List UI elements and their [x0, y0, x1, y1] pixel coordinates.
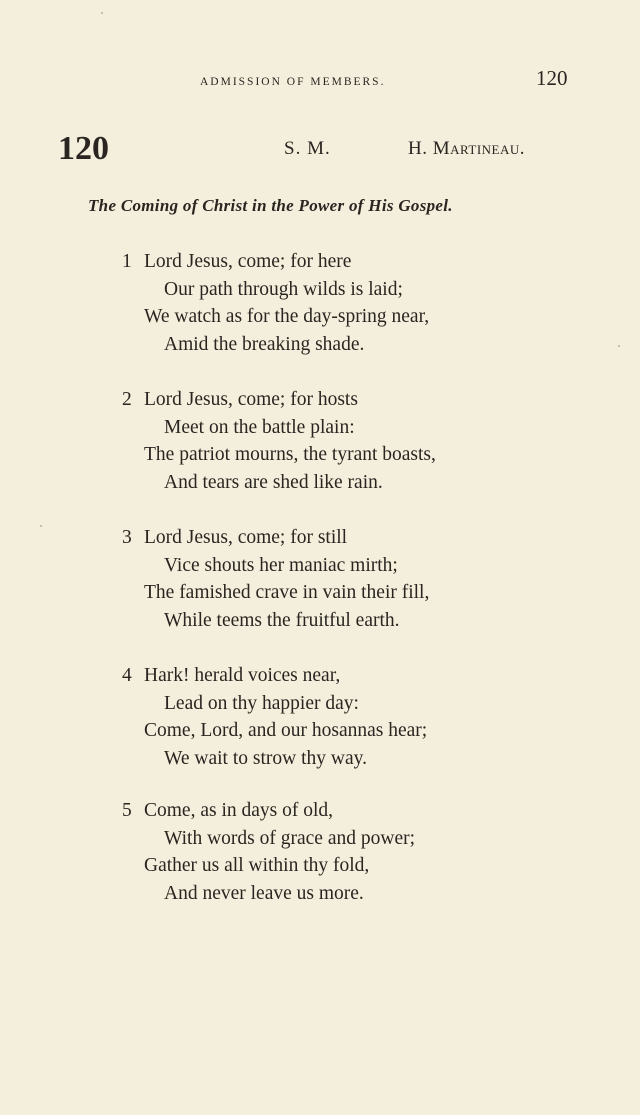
verse-line: And tears are shed like rain.	[164, 471, 383, 493]
hymn-author: H. Martineau.	[408, 138, 526, 159]
verse-5	[122, 797, 542, 907]
line-text: Lord Jesus, come; for hosts	[144, 389, 358, 410]
verse-line: Vice shouts her maniac mirth;	[164, 554, 398, 576]
verse-line	[122, 524, 542, 552]
verse-line: Come, Lord, and our hosannas hear;	[144, 720, 428, 741]
verse-line: The famished crave in vain their fill,	[144, 582, 430, 603]
verse-2	[122, 386, 542, 496]
running-head: ADMISSION OF MEMBERS.	[200, 76, 386, 88]
verse-4	[122, 662, 542, 772]
line-text: Come, as in days of old,	[144, 800, 334, 821]
hymn-title: The Coming of Christ in the Power of His Gospel.	[88, 196, 453, 215]
hymn-meter: S. M.	[284, 138, 331, 159]
verse-line: We wait to strow thy way.	[164, 747, 367, 769]
verse-number: 4	[122, 665, 132, 686]
paper-speck	[101, 12, 103, 14]
verse-line: Gather us all within thy fold,	[144, 855, 370, 876]
verse-number: 5	[122, 800, 132, 821]
verse-line: The patriot mourns, the tyrant boasts,	[144, 444, 436, 465]
verse-line: With words of grace and power;	[164, 827, 416, 849]
page-number: 120	[536, 66, 568, 90]
paper-speck	[40, 525, 42, 527]
verse-line: Amid the breaking shade.	[164, 333, 365, 355]
verse-line	[122, 797, 542, 825]
verse-line: We watch as for the day-spring near,	[144, 306, 430, 327]
verse-line: Lead on thy happier day:	[164, 692, 359, 714]
line-text: Hark! herald voices near,	[144, 665, 341, 686]
verse-3	[122, 524, 542, 634]
verse-number: 1	[122, 251, 132, 272]
verse-line	[122, 662, 542, 690]
line-text: Lord Jesus, come; for still	[144, 527, 348, 548]
verse-line: Meet on the battle plain:	[164, 416, 355, 438]
paper-speck	[618, 345, 620, 347]
verse-line: Our path through wilds is laid;	[164, 278, 403, 300]
verse-line: While teems the fruitful earth.	[164, 609, 400, 631]
verse-line	[122, 386, 542, 414]
verse-number: 2	[122, 389, 132, 410]
line-text: Lord Jesus, come; for here	[144, 251, 352, 272]
hymn-number: 120	[58, 130, 109, 167]
verse-number: 3	[122, 527, 132, 548]
verse-1	[122, 248, 542, 358]
verse-line	[122, 248, 542, 276]
verse-line: And never leave us more.	[164, 882, 364, 904]
